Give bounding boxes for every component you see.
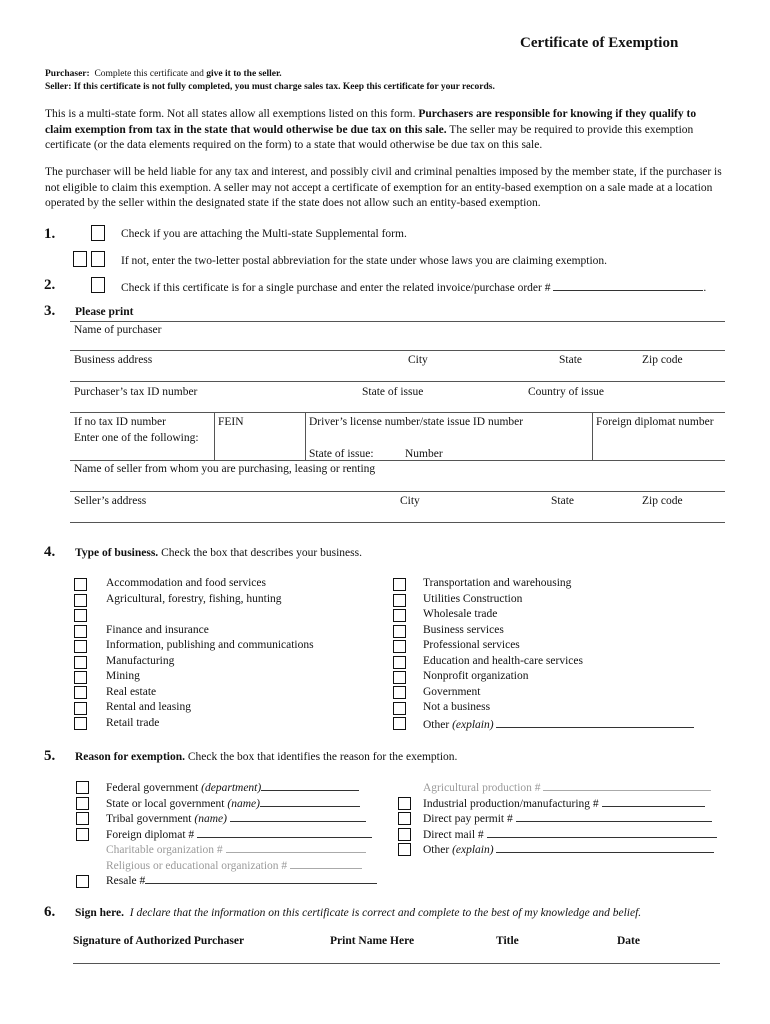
divider — [305, 412, 306, 460]
business-address-label: Business address — [74, 354, 153, 366]
seller-address-field[interactable] — [70, 522, 725, 523]
title-label: Title — [496, 935, 519, 947]
business-checkbox[interactable] — [74, 686, 87, 699]
religious-organization-option: Religious or educational organization # — [106, 858, 362, 872]
business-option: Transportation and warehousing — [423, 577, 572, 589]
business-option: Mining — [106, 670, 140, 682]
signature-label: Signature of Authorized Purchaser — [73, 935, 245, 947]
single-purchase-label: Check if this certificate is for a single purchase and enter the related invoice/purchase order # . — [121, 282, 707, 294]
business-option: Rental and leasing — [106, 701, 191, 713]
sign-here-heading: Sign here. I declare that the information on this certificate is correct and complete to the best of my knowledge and belief. — [75, 907, 642, 919]
dl-state-label: State of issue: — [309, 448, 374, 460]
signature-line-field[interactable] — [73, 963, 720, 964]
divider — [214, 412, 215, 460]
invoice-number-field[interactable] — [553, 280, 703, 291]
reason-checkbox[interactable] — [76, 812, 89, 825]
section-3-number: 3. — [44, 303, 56, 319]
business-checkbox[interactable] — [393, 625, 406, 638]
reason-other-checkbox[interactable] — [398, 843, 411, 856]
business-checkbox[interactable] — [393, 671, 406, 684]
business-checkbox[interactable] — [74, 671, 87, 684]
business-option: Wholesale trade — [423, 608, 498, 620]
business-address-field[interactable] — [70, 381, 725, 382]
business-checkbox[interactable] — [393, 702, 406, 715]
reason-option: State or local government (name) — [106, 796, 360, 810]
section-5-number: 5. — [44, 748, 56, 764]
reason-option: Foreign diplomat # — [106, 827, 372, 841]
fein-label: FEIN — [218, 416, 244, 428]
id-field-rule[interactable] — [70, 460, 725, 461]
reason-other-option: Other (explain) — [423, 842, 714, 856]
business-option: Finance and insurance — [106, 624, 209, 636]
business-option: Manufacturing — [106, 655, 175, 667]
intro-paragraph-2: The purchaser will be held liable for any tax and interest, and possibly civil and criminal penalties imposed by the member state, if the purchaser is not eligible to claim this exemption. A seller may not accept a certificate of exemption for an entity-based exemption on a sale made at a location operated by the seller within the designated state if the state does not allow such an entity-based exemption. — [45, 166, 722, 209]
reason-field[interactable] — [197, 827, 372, 838]
reason-for-exemption-heading: Reason for exemption. Check the box that identifies the reason for the exemption. — [75, 751, 458, 763]
purchaser-name-label: Name of purchaser — [74, 324, 162, 336]
reason-field[interactable] — [496, 842, 714, 853]
reason-checkbox[interactable] — [76, 797, 89, 810]
drivers-license-label: Driver’s license number/state issue ID number — [309, 416, 524, 428]
tax-id-state-label: State of issue — [362, 386, 424, 398]
business-option: Professional services — [423, 639, 520, 651]
seller-address-label: Seller’s address — [74, 495, 147, 507]
purchaser-instruction: Purchaser: Complete this certificate and give it to the seller. — [45, 69, 282, 79]
section-6-number: 6. — [44, 904, 56, 920]
reason-field[interactable] — [516, 811, 712, 822]
please-print-heading: Please print — [75, 306, 134, 318]
section-4-number: 4. — [44, 544, 56, 560]
dl-number-label: Number — [405, 448, 443, 460]
divider — [592, 412, 593, 460]
tax-id-label: Purchaser’s tax ID number — [74, 386, 198, 398]
business-other-option: Other (explain) — [423, 717, 694, 731]
reason-checkbox[interactable] — [398, 828, 411, 841]
state-abbrev-box-1[interactable] — [73, 251, 87, 267]
business-checkbox[interactable] — [393, 594, 406, 607]
business-checkbox[interactable] — [74, 717, 87, 730]
rule — [70, 321, 725, 322]
print-name-label: Print Name Here — [330, 935, 415, 947]
business-checkbox[interactable] — [74, 656, 87, 669]
reason-checkbox[interactable] — [76, 828, 89, 841]
reason-option: Federal government (department) — [106, 780, 359, 794]
business-checkbox[interactable] — [74, 640, 87, 653]
business-checkbox[interactable] — [74, 578, 87, 591]
reason-field[interactable] — [487, 827, 717, 838]
business-option: Information, publishing and communications — [106, 639, 314, 651]
resale-field[interactable] — [145, 873, 377, 884]
type-of-business-heading: Type of business. Check the box that describes your business. — [75, 547, 362, 559]
seller-zip-label: Zip code — [642, 495, 683, 507]
business-option: Not a business — [423, 701, 491, 713]
business-checkbox[interactable] — [74, 702, 87, 715]
foreign-diplomat-label: Foreign diplomat number — [596, 416, 714, 428]
no-tax-id-label: If no tax ID number — [74, 416, 166, 428]
business-checkbox[interactable] — [393, 640, 406, 653]
charitable-organization-option: Charitable organization # — [106, 842, 366, 856]
business-other-field[interactable] — [496, 717, 694, 728]
tax-id-country-label: Country of issue — [528, 386, 605, 398]
reason-field[interactable] — [230, 811, 366, 822]
business-option: Business services — [423, 624, 504, 636]
business-checkbox[interactable] — [74, 609, 87, 622]
state-abbrev-label: If not, enter the two-letter postal abbreviation for the state under whose laws you are claiming exemption. — [121, 255, 608, 267]
seller-state-label: State — [551, 495, 574, 507]
business-option: Government — [423, 686, 481, 698]
business-zip-label: Zip code — [642, 354, 683, 366]
intro-paragraph-1: This is a multi-state form. Not all states allow all exemptions listed on this form. Purchasers are responsible for knowing if they qualify to claim exemption from tax in the state that would otherwise be due tax on this sale. The seller may be required to provide this exemption certificate (or the data elements required on the form) to a state that would otherwise be due tax on this sale. — [45, 108, 697, 151]
reason-checkbox[interactable] — [398, 797, 411, 810]
reason-field[interactable] — [260, 796, 360, 807]
section-2-number: 2. — [44, 277, 56, 293]
date-label: Date — [617, 935, 640, 947]
purchaser-name-field[interactable] — [70, 350, 725, 351]
business-other-checkbox[interactable] — [393, 717, 406, 730]
reason-option: Industrial production/manufacturing # — [423, 796, 705, 810]
reason-checkbox[interactable] — [398, 812, 411, 825]
single-purchase-checkbox[interactable] — [91, 277, 105, 293]
resale-checkbox[interactable] — [76, 875, 89, 888]
reason-field[interactable] — [602, 796, 705, 807]
reason-field[interactable] — [261, 780, 359, 791]
business-option: Real estate — [106, 686, 157, 698]
business-checkbox[interactable] — [393, 609, 406, 622]
page-title: Certificate of Exemption — [520, 35, 679, 51]
business-checkbox[interactable] — [74, 625, 87, 638]
state-abbrev-box-2[interactable] — [91, 251, 105, 267]
seller-city-label: City — [400, 495, 420, 507]
reason-option: Tribal government (name) — [106, 811, 366, 825]
business-checkbox[interactable] — [393, 656, 406, 669]
business-state-label: State — [559, 354, 582, 366]
section-1-number: 1. — [44, 226, 56, 242]
reason-option: Direct mail # — [423, 827, 717, 841]
business-option: Accommodation and food services — [106, 577, 266, 589]
business-checkbox[interactable] — [393, 686, 406, 699]
business-option: Retail trade — [106, 717, 160, 729]
reason-checkbox[interactable] — [76, 781, 89, 794]
resale-option: Resale # — [106, 873, 377, 887]
business-option: Agricultural, forestry, fishing, hunting — [106, 593, 282, 605]
tax-id-field[interactable] — [70, 412, 725, 413]
multistate-supplemental-checkbox[interactable] — [91, 225, 105, 241]
business-option: Education and health-care services — [423, 655, 583, 667]
multistate-supplemental-label: Check if you are attaching the Multi-state Supplemental form. — [121, 228, 407, 240]
seller-name-field[interactable] — [70, 491, 725, 492]
agricultural-production-option: Agricultural production # — [423, 780, 711, 794]
reason-option: Direct pay permit # — [423, 811, 712, 825]
business-option: Nonprofit organization — [423, 670, 529, 682]
seller-name-label: Name of seller from whom you are purchasing, leasing or renting — [74, 463, 376, 475]
business-city-label: City — [408, 354, 428, 366]
enter-one-label: Enter one of the following: — [74, 432, 199, 444]
business-option: Utilities Construction — [423, 593, 523, 605]
business-checkbox[interactable] — [74, 594, 87, 607]
seller-instruction: Seller: If this certificate is not fully completed, you must charge sales tax. Keep this certificate for your records. — [45, 82, 495, 92]
business-checkbox[interactable] — [393, 578, 406, 591]
